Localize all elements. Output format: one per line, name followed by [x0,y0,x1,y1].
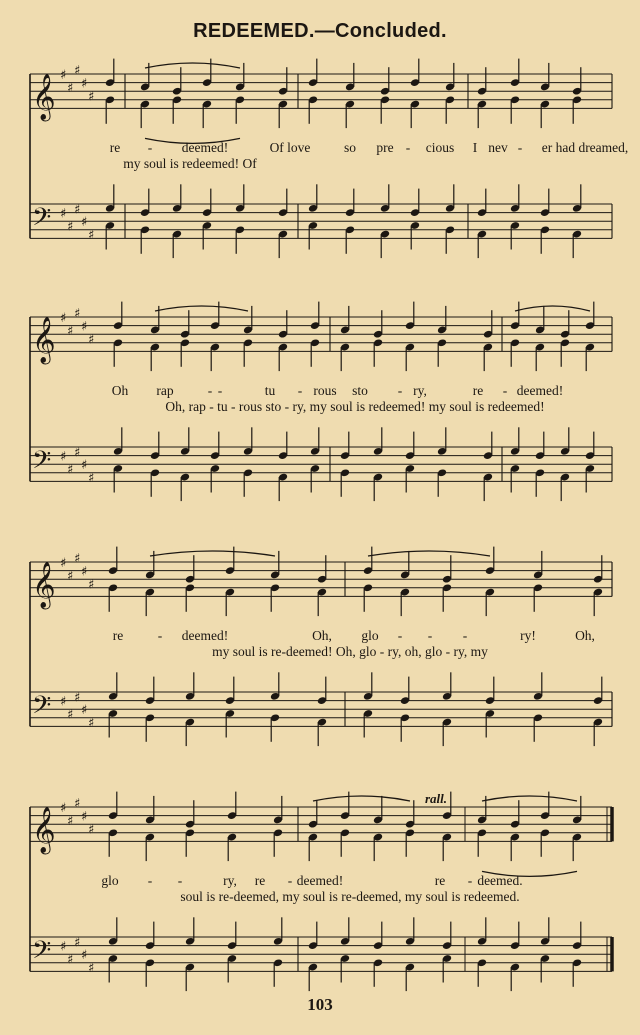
sharp-icon: ♯ [60,206,67,222]
staff-svg [0,305,640,545]
sharp-icon: ♯ [74,551,81,567]
lyric-syllable: Of love [269,140,311,155]
tie-slur [515,306,590,311]
rallentando-mark: rall. [425,791,448,806]
lyric-syllable: - [217,383,223,398]
lyric-syllable: re [112,628,124,643]
sharp-icon: ♯ [81,215,88,231]
sharp-icon: ♯ [60,449,67,465]
lyric-syllable: - [207,383,213,398]
lyric-syllable: glo [101,873,119,888]
bass-clef-icon: 𝄢 [32,203,52,238]
lyric-syllable: - [157,628,163,643]
sharp-icon: ♯ [67,813,74,829]
lyric-syllable: re [109,140,121,155]
sharp-icon: ♯ [67,323,74,339]
bass-clef-icon: 𝄢 [32,936,52,971]
tie-slur [482,796,577,801]
sharp-icon: ♯ [81,809,88,825]
lyric-syllable: - [147,140,153,155]
bass-clef-icon: 𝄢 [32,691,52,726]
lyric-syllable: deemed! [516,383,564,398]
sharp-icon: ♯ [60,311,67,326]
lyric-syllable: - [462,628,468,643]
sharp-icon: ♯ [81,948,88,964]
treble-clef-icon: 𝄞 [32,74,56,120]
page-title: REDEEMED.—Concluded. [193,20,447,42]
page-number: 103 [307,995,333,1014]
sharp-icon: ♯ [67,707,74,723]
sharp-icon: ♯ [88,961,95,977]
lyric-syllable: - [397,383,403,398]
lyric-syllable: - [502,383,508,398]
lyric-syllable: Oh, [575,628,595,643]
treble-clef-icon: 𝄞 [32,562,56,608]
sharp-icon: ♯ [74,935,81,951]
tie-slur [368,551,490,556]
lyric-syllable: re [254,873,266,888]
sharp-icon: ♯ [88,716,95,732]
lyric-syllable: ry, [413,383,427,398]
sharp-icon: ♯ [60,694,67,710]
bass-staff [30,937,612,971]
treble-staff [30,74,612,108]
tie-slur [150,551,275,556]
lyric-syllable: - [405,140,411,155]
lyric-phrase: Oh, rap - tu - rous sto - ry, my soul is redeemed! my soul is redeemed! [165,399,545,414]
lyric-syllable: deemed! [296,873,344,888]
sharp-icon: ♯ [67,568,74,584]
lyric-syllable: Oh, [312,628,332,643]
sharp-icon: ♯ [88,332,95,348]
sharp-icon: ♯ [60,556,67,571]
lyric-syllable: - [297,383,303,398]
sharp-icon: ♯ [81,564,88,580]
lyric-syllable: er had dreamed, [541,140,629,155]
treble-clef-icon: 𝄞 [32,317,56,363]
lyric-syllable: - [427,628,433,643]
lyric-syllable: tu [264,383,276,398]
sharp-icon: ♯ [74,796,81,812]
sharp-icon: ♯ [81,319,88,335]
sharp-icon: ♯ [74,690,81,706]
sharp-icon: ♯ [81,703,88,719]
tie-slur [313,796,410,801]
lyric-syllable: re [434,873,446,888]
sharp-icon: ♯ [88,822,95,838]
lyric-phrase: my soul is redeemed! Of [123,156,257,171]
lyric-syllable: - [517,140,523,155]
lyric-syllable: deemed. [477,873,523,888]
sharp-icon: ♯ [81,458,88,474]
staff-svg [0,550,640,790]
sharp-icon: ♯ [67,952,74,968]
lyric-phrase: my soul is re-deemed! Oh, glo - ry, oh, glo - ry, my [212,644,488,659]
treble-clef-icon: 𝄞 [32,807,56,853]
lyric-syllable: ry, [223,873,237,888]
sharp-icon: ♯ [74,306,81,322]
sharp-icon: ♯ [74,202,81,218]
sharp-icon: ♯ [74,63,81,79]
lyric-syllable: so [343,140,357,155]
lyric-phrase: soul is re-deemed, my soul is re-deemed, my soul is redeemed. [180,889,520,904]
sharp-icon: ♯ [88,471,95,487]
lyric-syllable: I [472,140,478,155]
lyric-syllable: Oh [111,383,129,398]
sharp-icon: ♯ [88,89,95,105]
lyric-syllable: - [467,873,473,888]
sharp-icon: ♯ [60,939,67,955]
lyric-syllable: rous [313,383,337,398]
staff-svg [0,62,640,302]
lyric-syllable: cious [425,140,455,155]
treble-staff [30,317,612,351]
lyric-syllable: - [287,873,293,888]
sharp-icon: ♯ [60,801,67,816]
lyric-syllable: re [472,383,484,398]
lyric-syllable: - [177,873,183,888]
lyric-syllable: glo [361,628,379,643]
sharp-icon: ♯ [88,228,95,244]
bass-staff [30,204,612,238]
sharp-icon: ♯ [67,462,74,478]
sharp-icon: ♯ [60,68,67,83]
lyric-syllable: deemed! [181,628,229,643]
lyric-syllable: rap [156,383,174,398]
tie-slur [145,63,240,68]
bass-clef-icon: 𝄢 [32,446,52,481]
lyric-syllable: ry! [520,628,536,643]
sharp-icon: ♯ [74,445,81,461]
lyric-syllable: - [147,873,153,888]
sharp-icon: ♯ [81,76,88,92]
lyric-syllable: sto [352,383,368,398]
sharp-icon: ♯ [67,219,74,235]
lyric-syllable: - [397,628,403,643]
lyric-syllable: deemed! [181,140,229,155]
sharp-icon: ♯ [88,577,95,593]
tie-slur [155,306,248,311]
sharp-icon: ♯ [67,80,74,96]
lyric-syllable: nev [488,140,508,155]
lyric-syllable: pre [376,140,394,155]
